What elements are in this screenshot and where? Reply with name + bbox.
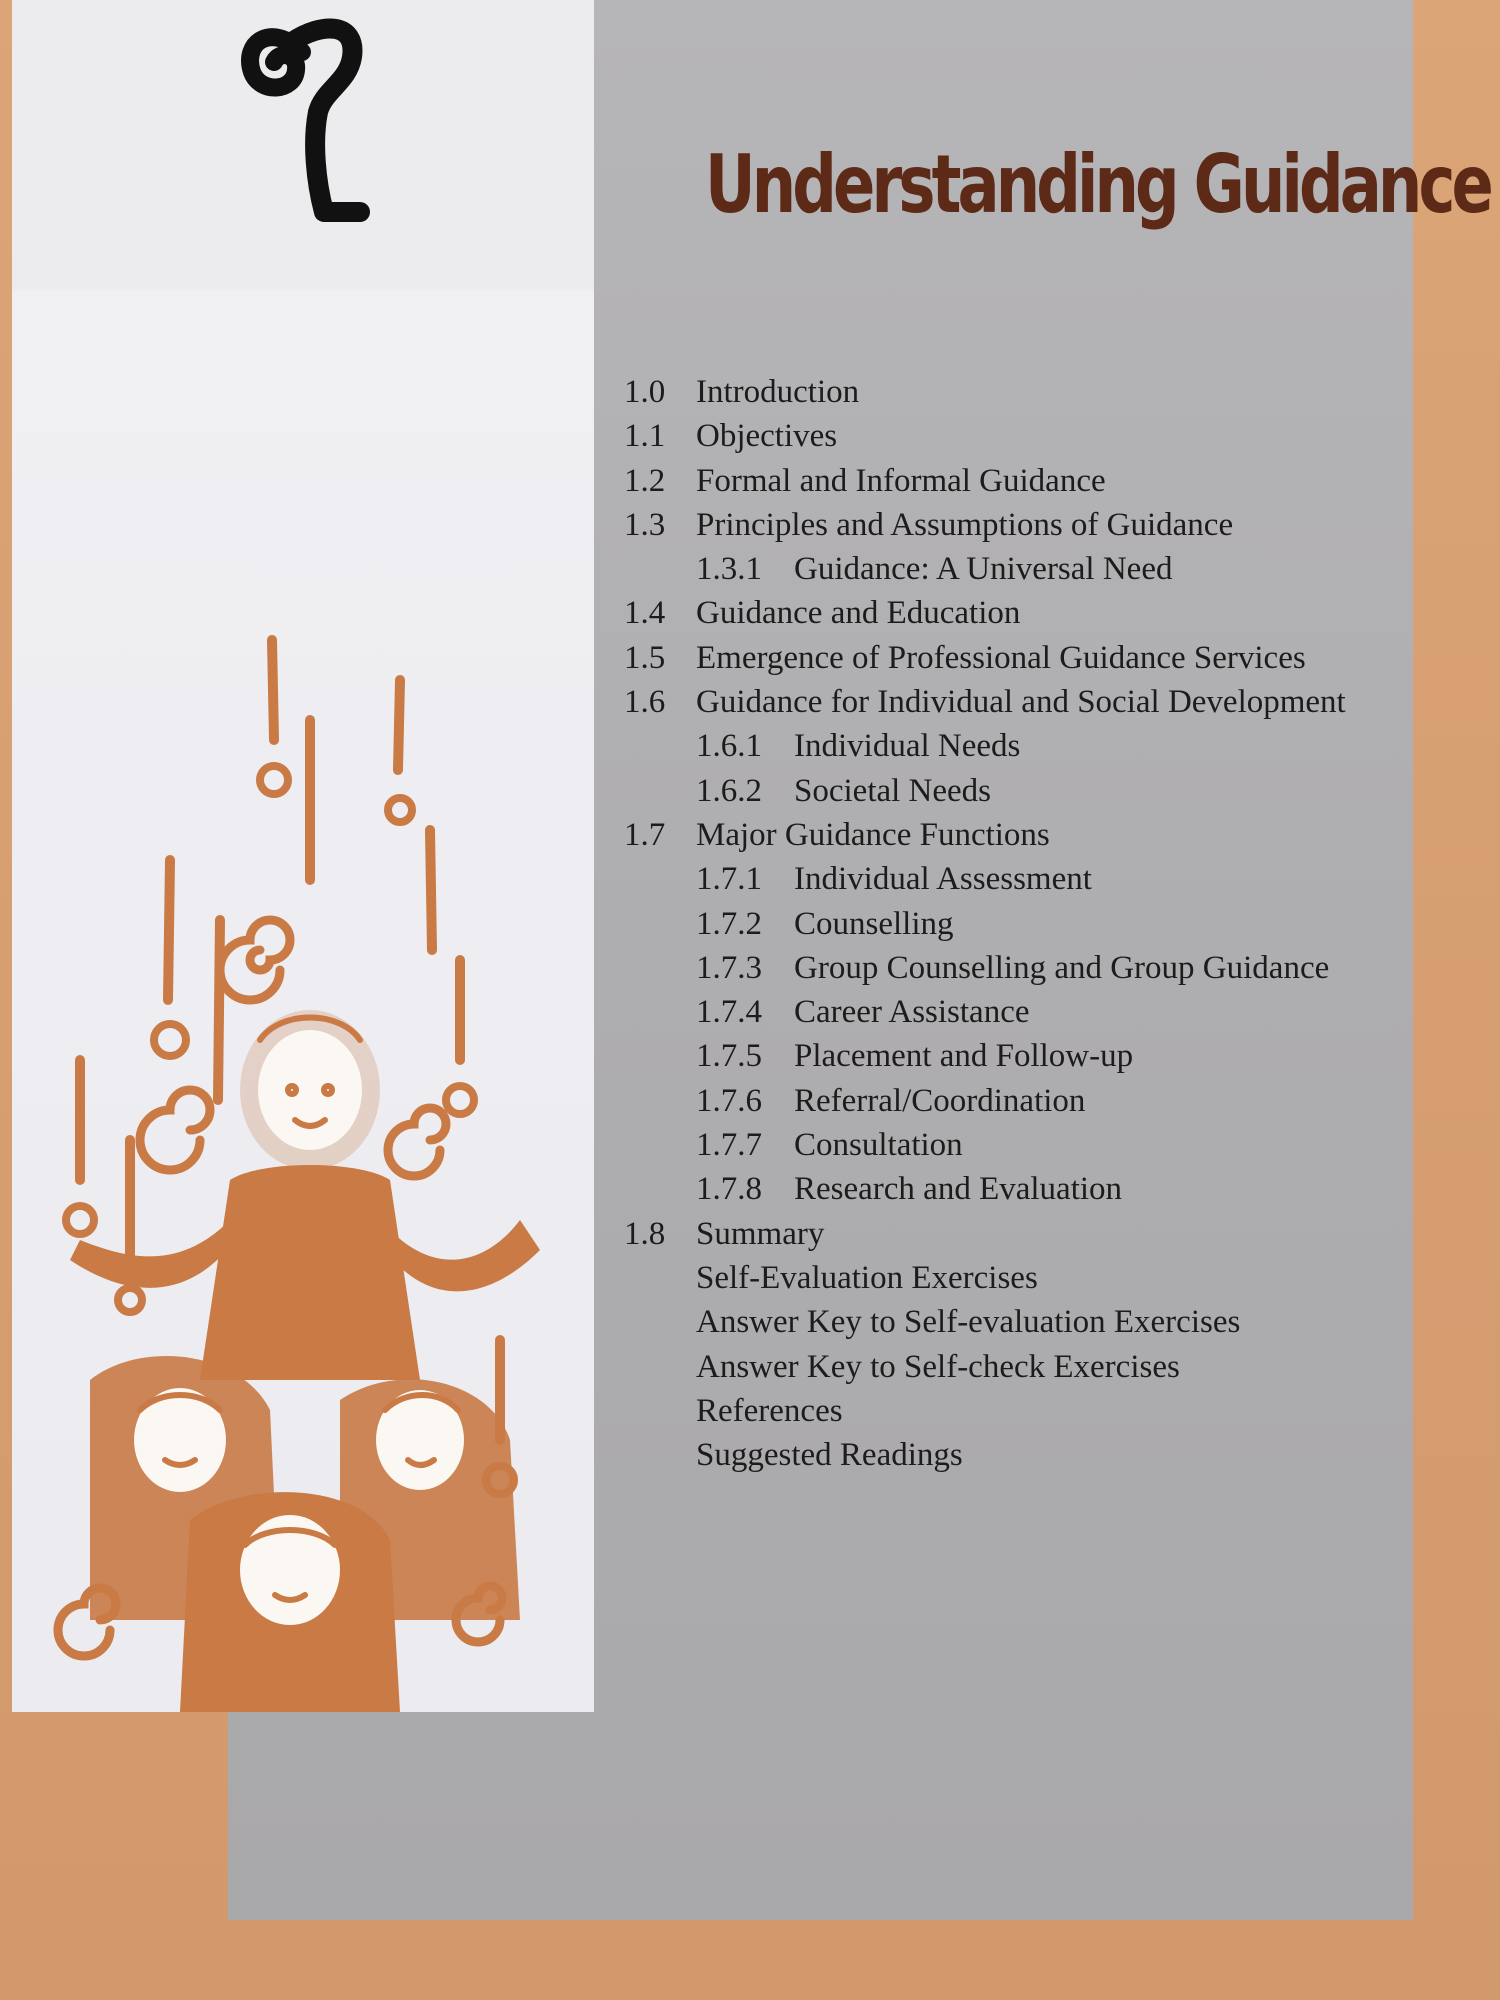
toc-entry xyxy=(624,459,1384,503)
toc-entry-number: 1.7.5 xyxy=(696,1038,762,1075)
toc-entry xyxy=(624,1345,1384,1389)
toc-entry xyxy=(624,636,1384,680)
toc-entry-number: 1.7 xyxy=(624,816,666,853)
toc-entry-label: Individual Needs xyxy=(794,728,1021,765)
toc-entry-label: Guidance for Individual and Social Development xyxy=(696,684,1346,721)
toc-entry-label: Self-Evaluation Exercises xyxy=(696,1259,1038,1296)
toc-entry xyxy=(624,680,1384,724)
toc-entry-label: Introduction xyxy=(696,374,860,410)
toc-entry-label: Research and Evaluation xyxy=(794,1171,1123,1208)
toc-entry-number: 1.7.6 xyxy=(696,1082,762,1119)
toc-entry-number: 1.4 xyxy=(624,595,666,632)
toc-entry-label: Guidance: A Universal Need xyxy=(794,551,1173,588)
toc-entry-number: 1.2 xyxy=(624,462,666,499)
toc-entry-label: Formal and Informal Guidance xyxy=(696,462,1106,499)
toc-entry-number: 1.6 xyxy=(624,684,666,721)
toc-entry-label: Answer Key to Self-evaluation Exercises xyxy=(696,1304,1241,1341)
toc-entry-label: Summary xyxy=(696,1215,825,1252)
toc-entry-number: 1.7.1 xyxy=(696,861,762,898)
toc-entry-label: Guidance and Education xyxy=(696,595,1021,632)
toc-entry-number: 1.3.1 xyxy=(696,551,762,588)
toc-entry-label: Major Guidance Functions xyxy=(696,816,1050,853)
toc-entry-number: 1.7.2 xyxy=(696,905,762,942)
toc-entry xyxy=(624,946,1384,990)
toc-entry xyxy=(624,990,1384,1034)
toc-entry-label: Emergence of Professional Guidance Services xyxy=(696,639,1306,676)
toc-entry xyxy=(624,370,1384,414)
toc-entry-label: Placement and Follow-up xyxy=(794,1038,1134,1075)
toc-entry-label: Objectives xyxy=(696,418,838,455)
toc-entry xyxy=(624,1389,1384,1433)
toc-entry-label: Counselling xyxy=(794,905,954,942)
toc-entry xyxy=(624,591,1384,635)
toc-entry-number: 1.7.3 xyxy=(696,949,762,986)
toc-entry-label: References xyxy=(696,1392,843,1429)
toc-entry xyxy=(624,414,1384,458)
children-cheering-illustration xyxy=(20,620,580,1712)
toc-entry-label: Individual Assessment xyxy=(794,861,1092,898)
toc-entry xyxy=(624,857,1384,901)
toc-entry xyxy=(624,769,1384,813)
toc-entry-label: Societal Needs xyxy=(794,772,992,809)
chapter-title: Understanding Guidance xyxy=(705,138,1490,231)
toc-entry xyxy=(624,1123,1384,1167)
toc-entry-label: Consultation xyxy=(794,1127,963,1164)
toc-entry-label: Principles and Assumptions of Guidance xyxy=(696,506,1234,543)
toc-entry xyxy=(624,1433,1384,1477)
toc-entry xyxy=(624,724,1384,768)
toc-entry-number: 1.7.8 xyxy=(696,1171,762,1208)
toc-entry-label: Suggested Readings xyxy=(696,1437,963,1474)
toc-entry-number: 1.7.4 xyxy=(696,994,762,1031)
toc-entry xyxy=(624,1256,1384,1300)
toc-entry xyxy=(624,902,1384,946)
toc-entry-number: 1.3 xyxy=(624,506,666,543)
toc-entry xyxy=(624,1034,1384,1078)
toc-entry-number: 1.1 xyxy=(624,418,666,455)
toc-entry-label: Group Counselling and Group Guidance xyxy=(794,949,1330,986)
toc-entry-number: 1.8 xyxy=(624,1215,666,1252)
toc-entry xyxy=(624,813,1384,857)
table-of-contents xyxy=(624,370,1384,1477)
toc-entry-number: 1.5 xyxy=(624,639,666,676)
toc-entry xyxy=(624,1212,1384,1256)
toc-entry-label: Answer Key to Self-check Exercises xyxy=(696,1348,1180,1385)
toc-entry-number: 1.6.2 xyxy=(696,772,762,809)
toc-entry-number: 1.7.7 xyxy=(696,1127,762,1164)
toc-entry-number: 1.6.1 xyxy=(696,728,762,765)
toc-entry xyxy=(624,503,1384,547)
toc-entry xyxy=(624,1300,1384,1344)
toc-entry xyxy=(624,1079,1384,1123)
toc-entry-label: Referral/Coordination xyxy=(794,1082,1086,1119)
toc-entry xyxy=(624,547,1384,591)
chapter-number-glyph xyxy=(232,12,382,232)
toc-entry-number: 1.0 xyxy=(624,374,666,410)
toc-entry xyxy=(624,1167,1384,1211)
toc-entry-label: Career Assistance xyxy=(794,994,1030,1031)
